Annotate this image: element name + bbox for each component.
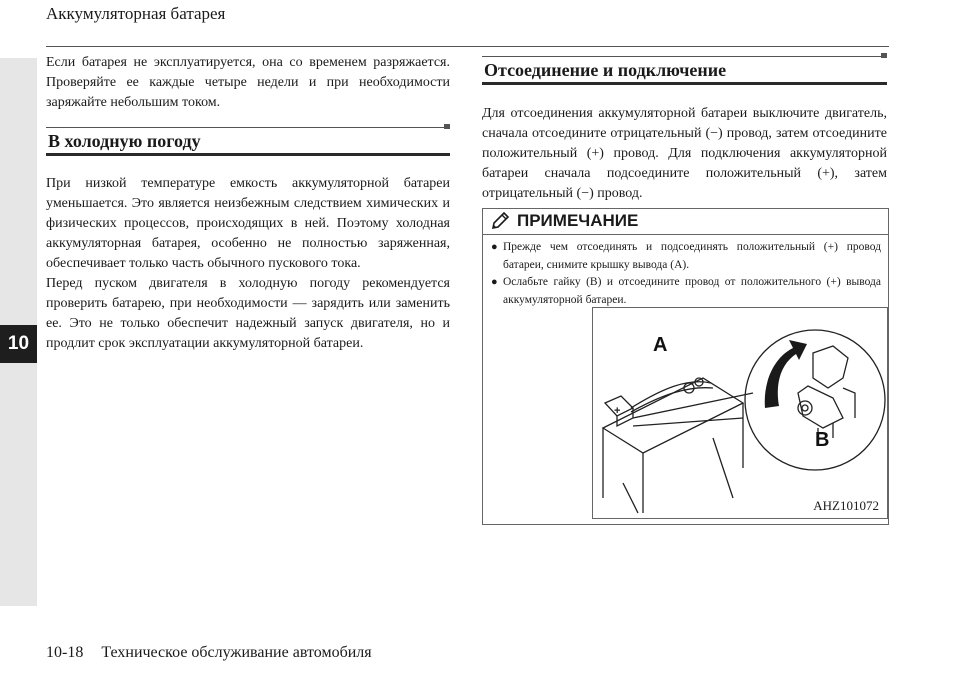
note-title: ПРИМЕЧАНИЕ bbox=[517, 211, 639, 230]
bullet-icon: ● bbox=[491, 276, 498, 288]
battery-illustration bbox=[593, 308, 887, 518]
page-footer bbox=[46, 644, 372, 662]
footer-section-title: Техническое обслуживание автомобиля bbox=[101, 644, 372, 661]
page-number: 10-18 bbox=[46, 644, 84, 661]
disconnect-heading bbox=[482, 56, 887, 89]
note-item: ● Прежде чем отсоединять и подсоединять положительный (+) провод батареи, снимите крышку вывода (A). bbox=[491, 238, 881, 274]
cold-weather-heading bbox=[46, 127, 450, 160]
chapter-tab[interactable]: 10 bbox=[0, 325, 37, 363]
header-rule bbox=[46, 46, 889, 47]
figure-label-b: B bbox=[815, 429, 830, 451]
note-header bbox=[491, 211, 638, 231]
section-title: В холодную погоду bbox=[48, 131, 201, 151]
figure-label-a: A bbox=[653, 334, 668, 356]
section-title: Отсоединение и подключение bbox=[484, 60, 727, 80]
note-pencil-icon bbox=[491, 212, 511, 230]
note-item: ● Ослабьте гайку (B) и отсоедините провод от положительного (+) вывода аккумуляторной батареи. bbox=[491, 273, 881, 309]
bullet-icon: ● bbox=[491, 241, 498, 253]
battery-terminal-figure bbox=[592, 307, 888, 519]
running-head: Аккумуляторная батарея bbox=[46, 4, 226, 23]
svg-text:+: + bbox=[614, 405, 621, 417]
cold-weather-paragraph-2: Перед пуском двигателя в холодную погоду рекомендуется проверить батарею, при необходимости — зарядить или заменить ее. Это не только обеспечит надежный запуск двигателя, но и продлит срок эксплуатации аккумуляторной батареи. bbox=[46, 276, 450, 351]
figure-code: AHZ101072 bbox=[813, 498, 879, 513]
disconnect-paragraph: Для отсоединения аккумуляторной батареи выключите двигатель, сначала отсоедините отрицательный (−) провод, затем отсоедините положительный (+) провод. Для подключения аккумуляторной батареи сначала подсоедините положительный (+), затем отрицательный (−) провод. bbox=[482, 106, 887, 201]
cold-weather-paragraph-1: При низкой температуре емкость аккумуляторной батареи уменьшается. Это является неизбежным следствием химических и физических процессов, происходящих в ней. Поэтому холодная аккумуляторная батарея, особенно не полностью заряженная, обеспечивает только часть обычного пускового тока. bbox=[46, 176, 450, 271]
intro-paragraph: Если батарея не эксплуатируется, она со временем разряжается. Проверяйте ее каждые четыре недели и при необходимости заряжайте небольшим током. bbox=[46, 55, 450, 110]
